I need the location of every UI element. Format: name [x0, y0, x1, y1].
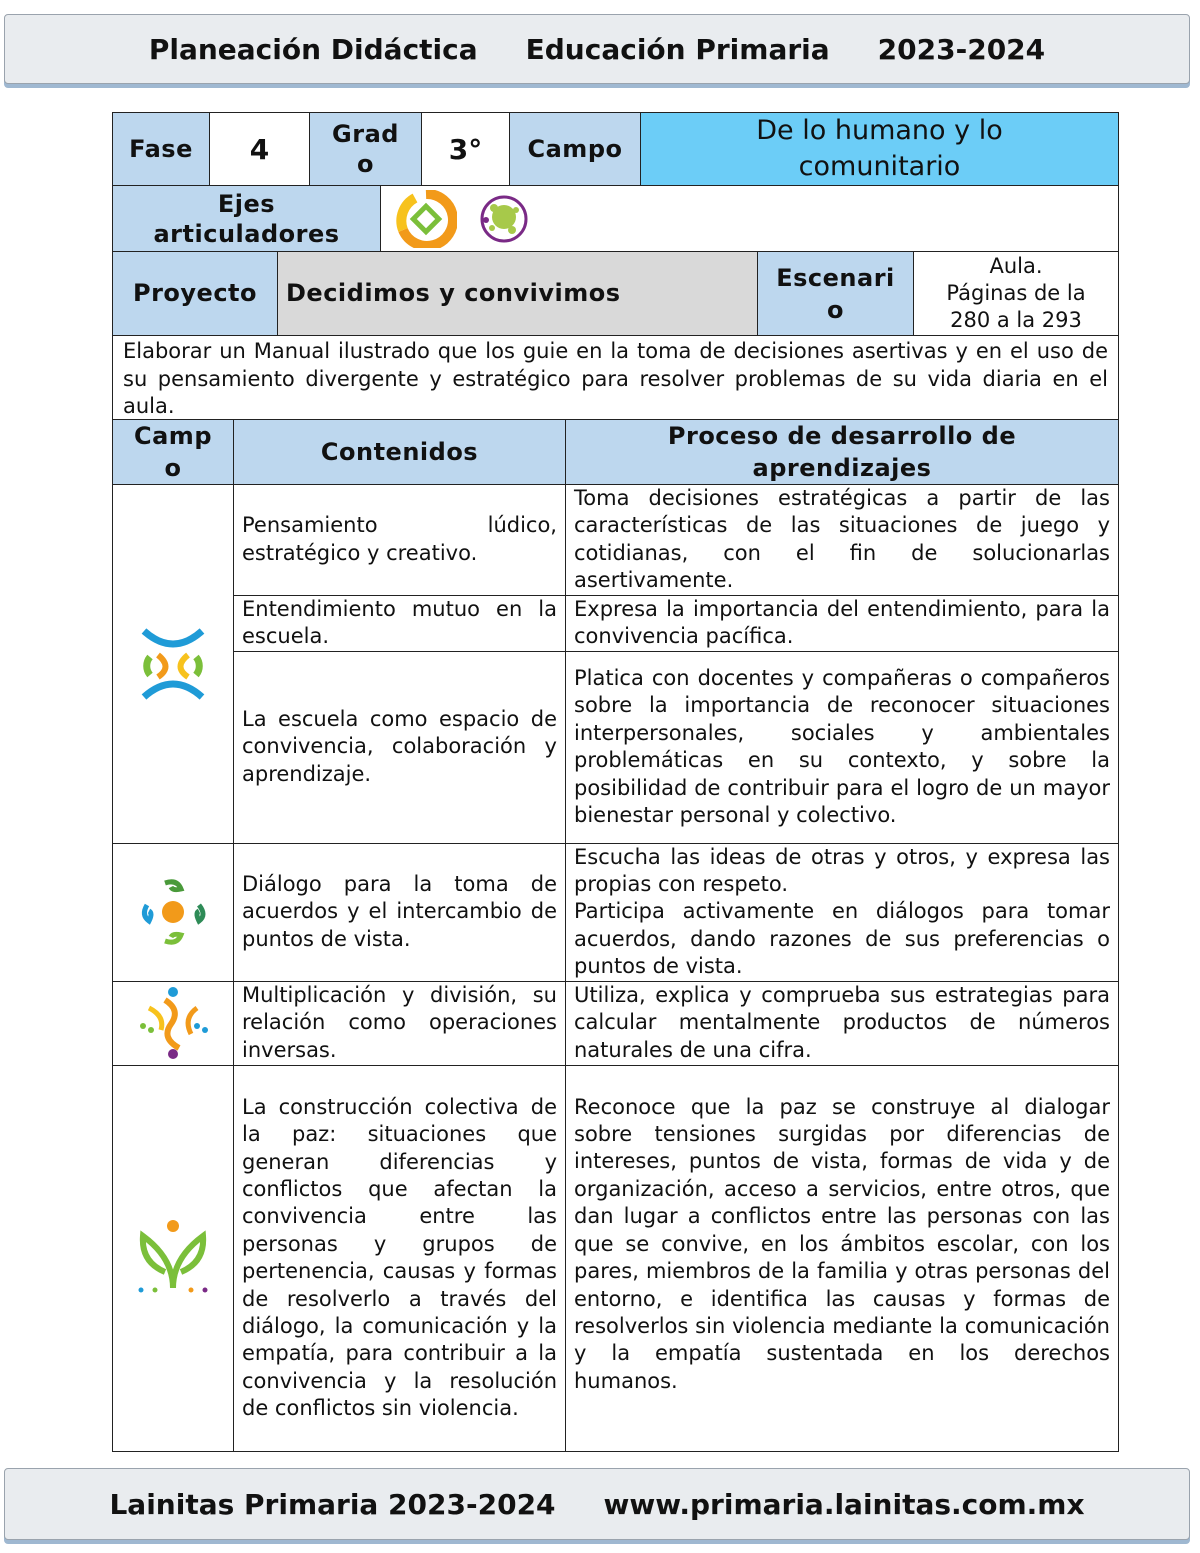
col-proceso-header: Proceso de desarrollo de aprendizajes [566, 420, 1119, 485]
contenido-4: Diálogo para la toma de acuerdos y el intercambio de puntos de vista. [234, 843, 566, 981]
contenido-3: La escuela como espacio de convivencia, colaboración y aprendizaje. [234, 651, 566, 843]
header-year: 2023-2024 [877, 32, 1046, 66]
campo-value: De lo humano y lo comunitario [641, 113, 1119, 186]
proceso-4: Escucha las ideas de otras y otros, y expresa las propias con respeto. Participa activamente en diálogos para tomar acuerdos, dando razones de sus preferencias o puntos de vista. [566, 843, 1119, 981]
proceso-3: Platica con docentes y compañeras o compañeros sobre la importancia de reconocer situaciones interpersonales, sociales y ambientales problemáticas en su contexto, y sobre la posibilidad de contribuir para el logro de un mayor bienestar personal y colectivo. [566, 651, 1119, 843]
etica-naturaleza-icon [135, 1218, 211, 1298]
contenido-1: Pensamiento lúdico, estratégico y creativo. [234, 485, 566, 596]
header-level: Educación Primaria [525, 32, 830, 66]
objective-text: Elaborar un Manual ilustrado que los guie en la toma de decisiones asertivas y en el uso de su pensamiento divergente y estratégico para resolver problemas de su vida diaria en el aula. [113, 336, 1119, 424]
lenguajes-icon [137, 875, 209, 949]
ejes-label: Ejes articuladores [113, 186, 381, 252]
campo-cell-saberes [113, 981, 234, 1065]
proyecto-label: Proyecto [113, 252, 278, 336]
content-table [112, 419, 1119, 1452]
header-banner [4, 14, 1190, 84]
campo-cell-lenguajes [113, 843, 234, 981]
col-contenidos-header: Contenidos [234, 420, 566, 485]
ejes-table [112, 185, 1119, 252]
footer-url[interactable]: www.primaria.lainitas.com.mx [603, 1487, 1085, 1521]
grado-label: Grad o [310, 113, 422, 186]
campo-cell-humano [113, 485, 234, 844]
proceso-2: Expresa la importancia del entendimiento, para la convivencia pacífica. [566, 595, 1119, 651]
header-title: Planeación Didáctica [148, 32, 478, 66]
proyecto-value: Decidimos y convivimos [278, 252, 758, 336]
fase-value: 4 [210, 113, 310, 186]
humano-comunitario-icon [136, 627, 210, 701]
proceso-1: Toma decisiones estratégicas a partir de las características de las situaciones de juego y cotidianas, con el fin de solucionarlas asertivamente. [566, 485, 1119, 596]
escenario-value: Aula. Páginas de la 280 a la 293 [914, 252, 1119, 336]
footer-brand: Lainitas Primaria 2023-2024 [109, 1487, 556, 1521]
fase-label: Fase [113, 113, 210, 186]
proyecto-table [112, 251, 1119, 424]
contenido-2: Entendimiento mutuo en la escuela. [234, 595, 566, 651]
col-campo-header: Camp o [113, 420, 234, 485]
grado-value: 3° [422, 113, 510, 186]
ejes-icons [381, 186, 1119, 252]
proceso-5: Utiliza, explica y comprueba sus estrategias para calcular mentalmente productos de números naturales de una cifra. [566, 981, 1119, 1065]
green-splash-icon [474, 190, 534, 248]
saberes-icon [135, 986, 211, 1060]
orange-ring-icon [395, 190, 457, 248]
escenario-label: Escenari o [758, 252, 914, 336]
campo-label: Campo [510, 113, 641, 186]
footer-banner [4, 1468, 1190, 1540]
contenido-6: La construcción colectiva de la paz: situaciones que generan diferencias y conflictos que afectan la convivencia entre las personas y grupos de pertenencia, causas y formas de resolverlo a través del diálogo, la comunicación y la empatía, para contribuir a la convivencia y la resolución de conflictos sin violencia. [234, 1065, 566, 1451]
info-table [112, 112, 1119, 186]
contenido-5: Multiplicación y división, su relación como operaciones inversas. [234, 981, 566, 1065]
campo-cell-etica [113, 1065, 234, 1451]
proceso-6: Reconoce que la paz se construye al dialogar sobre tensiones surgidas por diferencias de intereses, puntos de vista, formas de vida y de organización, acceso a servicios, entre otros, que dan lugar a conflictos entre las personas con las que se convive, en los ámbitos escolar, con los pares, miembros de la familia y otras personas del entorno, e identifica las causas y formas de resolverlos sin violencia mediante la comunicación y la empatía sustentada en los derechos humanos. [566, 1065, 1119, 1451]
